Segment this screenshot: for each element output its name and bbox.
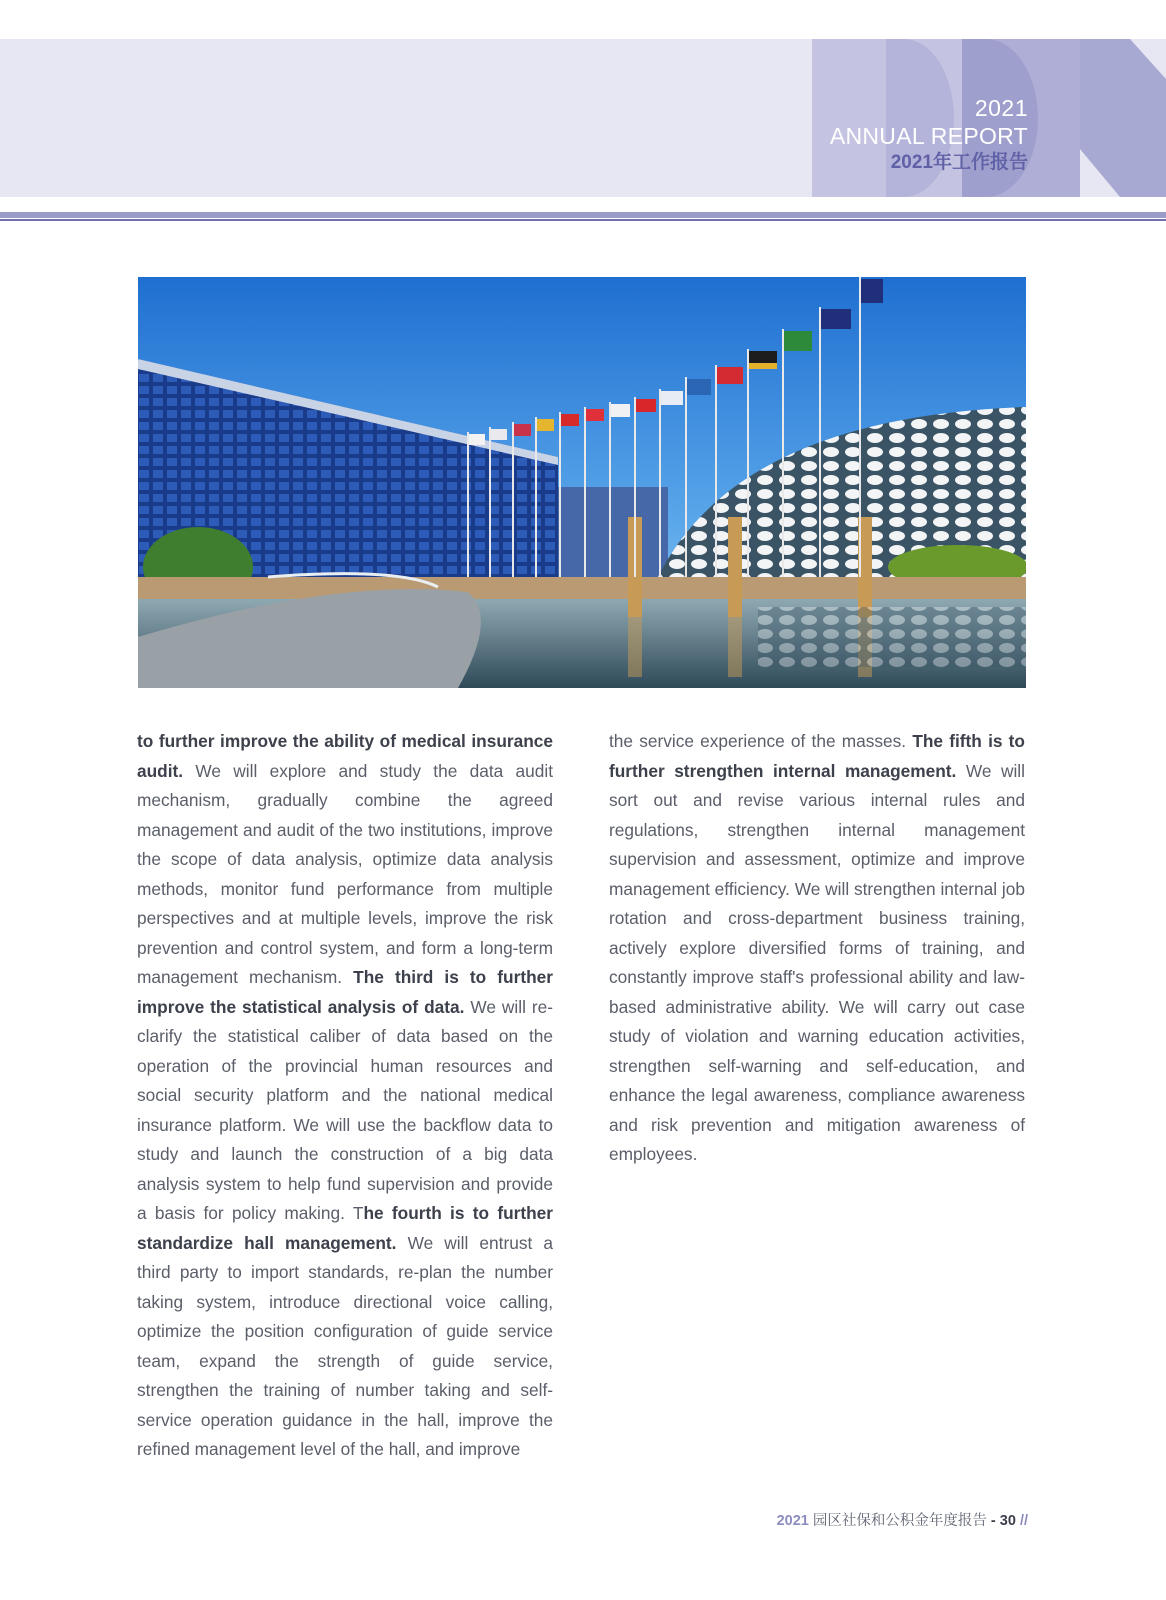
photo-icon [138, 277, 1026, 688]
body-text-bold: to further improve the ability of medical insurance audit. [137, 731, 553, 781]
body-text-bold: The third is to further improve the statistical analysis of data. [137, 967, 553, 1017]
header-title-cn: 2021年工作报告 [890, 152, 1028, 173]
body-text: We will sort out and revise various internal rules and regulations, strengthen internal management supervision and assessment, optimize and improve management efficiency. We will strengthen internal job rotation and cross-department business training, actively explore diversified forms of training, and constantly improve staff's professional ability and law-based administrative ability. We will carry out case study of violation and warning education activities, strengthen self-warning and self-education, and enhance the legal awareness, compliance awareness and risk prevention and mitigation awareness of employees. [609, 760, 1025, 1164]
header-title-block [830, 95, 1028, 176]
header-year: 2021 [974, 95, 1028, 121]
footer-title: 园区社保和公积金年度报告 [812, 1513, 987, 1529]
body-text: the service experience of the masses. [609, 731, 913, 751]
header-title: ANNUAL REPORT [829, 123, 1028, 149]
body-text: We will re-clarify the statistical caliber of data based on the operation of the provincial human resources and social security platform and the national medical insurance platform. We will use the backflow data to study and launch the construction of a big data analysis system to help fund supervision and provide a basis for policy making. T [137, 996, 553, 1223]
body-text-bold: The fifth is to further strengthen internal management. [609, 731, 1025, 781]
header-band [0, 39, 1166, 197]
body-text-bold: he fourth is to further standardize hall management. [137, 1203, 554, 1253]
footer-year: 2021 [776, 1513, 809, 1529]
body-column-right [609, 727, 1025, 1170]
body-text: We will entrust a third party to import standards, re-plan the number taking system, introduce directional voice calling, optimize the position configuration of guide service team, expand the strength of guide service, strengthen the training of number taking and self-service operation guidance in the hall, improve the refined management level of the hall, and improve [137, 1232, 553, 1459]
body-column-left [137, 727, 553, 1465]
footer-separator: - [990, 1513, 996, 1529]
page-number: 30 [999, 1513, 1016, 1529]
header-rule-thin [0, 219, 1166, 221]
page-footer [777, 1509, 1028, 1530]
footer-slashes: // [1019, 1513, 1028, 1529]
body-text: We will explore and study the data audit mechanism, gradually combine the agreed management and audit of the two institutions, improve the scope of data analysis, optimize data analysis methods, monitor fund performance from multiple perspectives and at multiple levels, improve the risk prevention and control system, and form a long-term management mechanism. [137, 760, 553, 987]
header-rule-thick [0, 212, 1166, 218]
